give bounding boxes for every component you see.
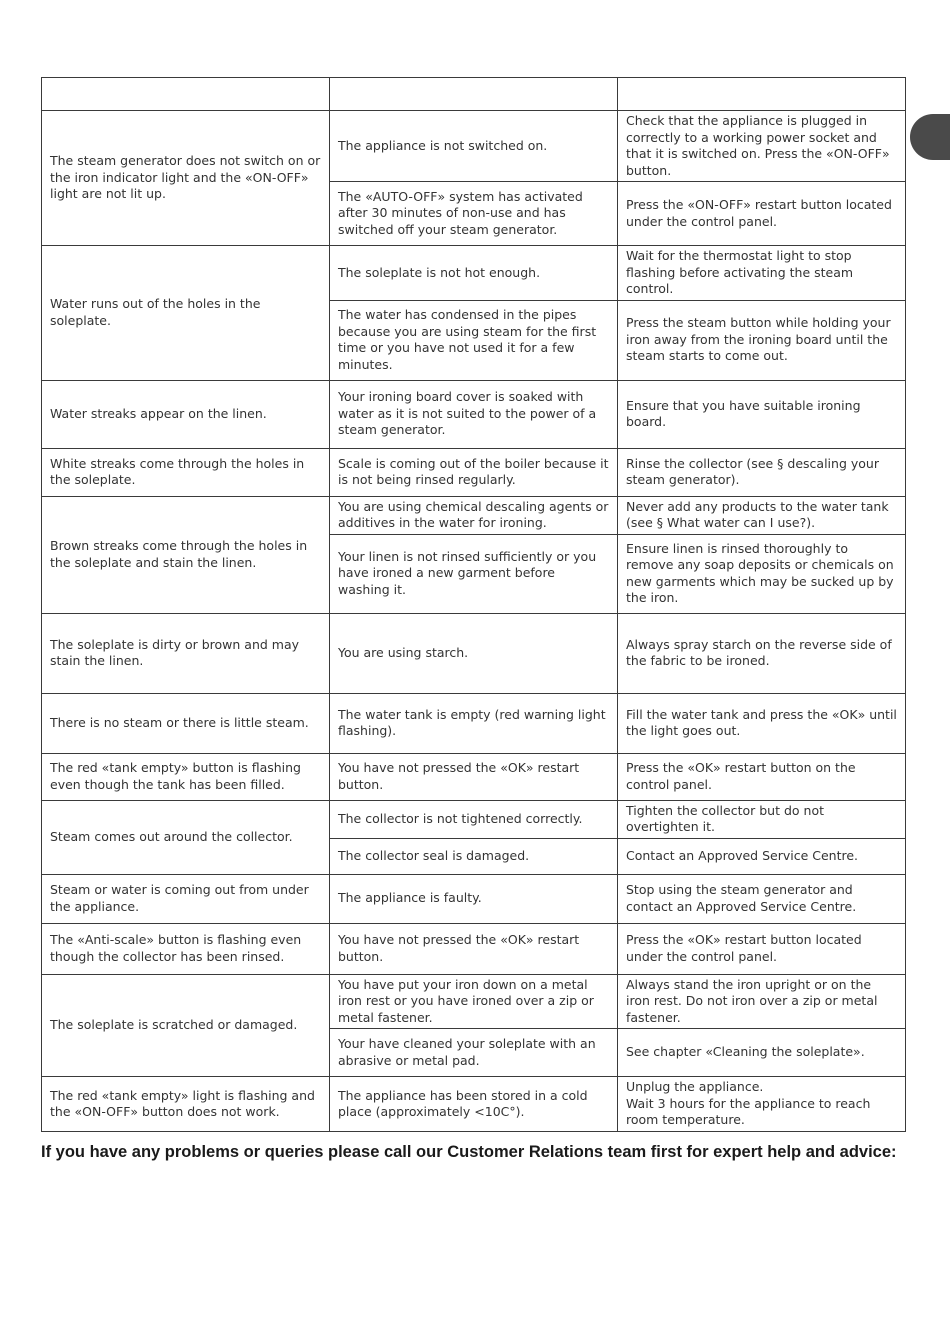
cause-cell: The collector is not tightened correctly. — [330, 800, 618, 838]
table-row — [42, 923, 906, 974]
cause-cell: The water tank is empty (red warning light flashing). — [330, 693, 618, 753]
problem-cell: The red «tank empty» light is flashing and the «ON-OFF» button does not work. — [42, 1077, 330, 1132]
page-section-tab — [910, 114, 950, 160]
cause-cell: The soleplate is not hot enough. — [330, 246, 618, 301]
table-row — [42, 448, 906, 496]
table-row — [42, 874, 906, 923]
solution-cell: Press the steam button while holding your iron away from the ironing board until the steam starts to come out. — [618, 300, 906, 380]
table-row — [42, 111, 906, 182]
solution-cell: Fill the water tank and press the «OK» until the light goes out. — [618, 693, 906, 753]
solution-cell: Always spray starch on the reverse side of the fabric to be ironed. — [618, 613, 906, 693]
table-row — [42, 380, 906, 448]
solution-cell: Wait for the thermostat light to stop flashing before activating the steam control. — [618, 246, 906, 301]
table-row — [42, 693, 906, 753]
problem-cell: The soleplate is scratched or damaged. — [42, 974, 330, 1077]
solution-cell: Check that the appliance is plugged in correctly to a working power socket and that it is switched on. Press the «ON-OFF» button. — [618, 111, 906, 182]
cause-cell: You have not pressed the «OK» restart button. — [330, 923, 618, 974]
problem-cell: There is no steam or there is little steam. — [42, 693, 330, 753]
cause-cell: Scale is coming out of the boiler because it is not being rinsed regularly. — [330, 448, 618, 496]
troubleshooting-table — [41, 77, 906, 1132]
solution-cell: Never add any products to the water tank (see § What water can I use?). — [618, 496, 906, 534]
table-header-row — [42, 78, 906, 111]
problem-cell: The red «tank empty» button is flashing even though the tank has been filled. — [42, 753, 330, 800]
table-row — [42, 496, 906, 534]
cause-cell: Your ironing board cover is soaked with water as it is not suited to the power of a steam generator. — [330, 380, 618, 448]
solution-cell: Ensure linen is rinsed thoroughly to remove any soap deposits or chemicals on new garments which may be sucked up by the iron. — [618, 534, 906, 613]
customer-relations-note: If you have any problems or queries please call our Customer Relations team first for expert help and advice: — [41, 1143, 897, 1161]
header-cause — [330, 78, 618, 111]
problem-cell: The soleplate is dirty or brown and may stain the linen. — [42, 613, 330, 693]
solution-cell: Contact an Approved Service Centre. — [618, 838, 906, 874]
table-row — [42, 974, 906, 1029]
solution-cell: Ensure that you have suitable ironing board. — [618, 380, 906, 448]
cause-cell: Your have cleaned your soleplate with an abrasive or metal pad. — [330, 1029, 618, 1077]
solution-cell: Tighten the collector but do not overtighten it. — [618, 800, 906, 838]
problem-cell: Water streaks appear on the linen. — [42, 380, 330, 448]
problem-cell: Water runs out of the holes in the soleplate. — [42, 246, 330, 381]
table-row — [42, 1077, 906, 1132]
solution-cell: Press the «ON-OFF» restart button located under the control panel. — [618, 182, 906, 246]
problem-cell: The steam generator does not switch on or the iron indicator light and the «ON-OFF» light are not lit up. — [42, 111, 330, 246]
cause-cell: The water has condensed in the pipes because you are using steam for the first time or you have not used it for a few minutes. — [330, 300, 618, 380]
solution-cell: Press the «OK» restart button located under the control panel. — [618, 923, 906, 974]
cause-cell: The appliance is faulty. — [330, 874, 618, 923]
cause-cell: You are using chemical descaling agents or additives in the water for ironing. — [330, 496, 618, 534]
solution-cell: Always stand the iron upright or on the iron rest. Do not iron over a zip or metal fastener. — [618, 974, 906, 1029]
cause-cell: Your linen is not rinsed sufficiently or you have ironed a new garment before washing it. — [330, 534, 618, 613]
table-row — [42, 613, 906, 693]
solution-cell: Press the «OK» restart button on the control panel. — [618, 753, 906, 800]
cause-cell: You are using starch. — [330, 613, 618, 693]
problem-cell: The «Anti-scale» button is flashing even though the collector has been rinsed. — [42, 923, 330, 974]
cause-cell: The appliance is not switched on. — [330, 111, 618, 182]
solution-cell: See chapter «Cleaning the soleplate». — [618, 1029, 906, 1077]
solution-cell: Unplug the appliance. Wait 3 hours for the appliance to reach room temperature. — [618, 1077, 906, 1132]
cause-cell: The collector seal is damaged. — [330, 838, 618, 874]
cause-cell: The «AUTO-OFF» system has activated after 30 minutes of non-use and has switched off your steam generator. — [330, 182, 618, 246]
table-row — [42, 246, 906, 301]
solution-cell: Stop using the steam generator and contact an Approved Service Centre. — [618, 874, 906, 923]
cause-cell: You have put your iron down on a metal iron rest or you have ironed over a zip or metal fastener. — [330, 974, 618, 1029]
table-row — [42, 800, 906, 838]
problem-cell: White streaks come through the holes in the soleplate. — [42, 448, 330, 496]
problem-cell: Steam comes out around the collector. — [42, 800, 330, 874]
solution-cell: Rinse the collector (see § descaling your steam generator). — [618, 448, 906, 496]
problem-cell: Brown streaks come through the holes in the soleplate and stain the linen. — [42, 496, 330, 613]
cause-cell: The appliance has been stored in a cold place (approximately <10C°). — [330, 1077, 618, 1132]
table-row — [42, 753, 906, 800]
header-problem — [42, 78, 330, 111]
header-solution — [618, 78, 906, 111]
cause-cell: You have not pressed the «OK» restart button. — [330, 753, 618, 800]
problem-cell: Steam or water is coming out from under the appliance. — [42, 874, 330, 923]
